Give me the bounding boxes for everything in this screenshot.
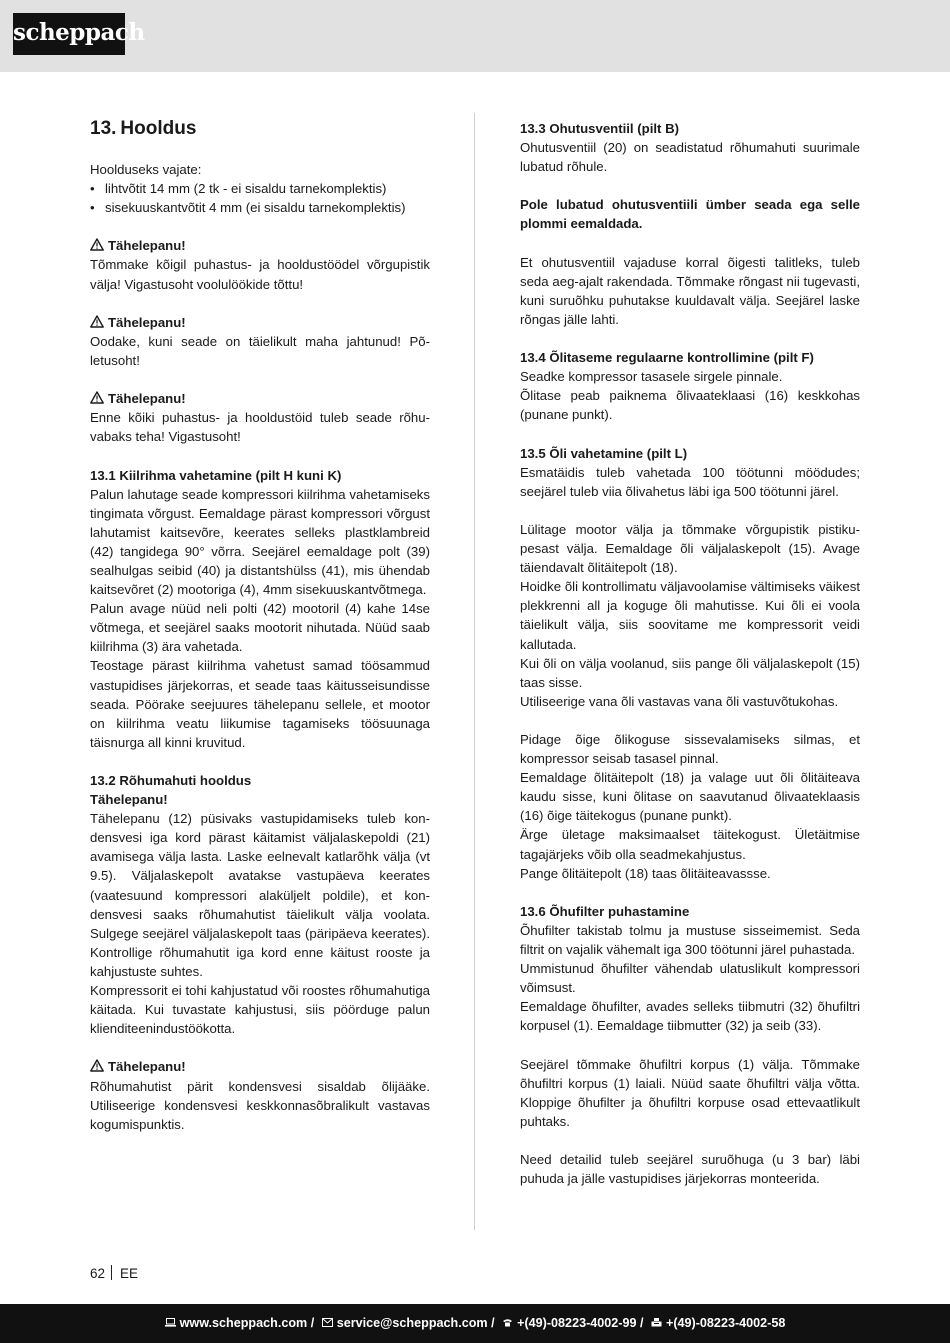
paragraph: Kompressorit ei tohi kahjustatud või roostes rõhumahutiga käitada. Kui tuvastate kahjustusi, siis pöörduge palun klienditeenindustöökotta.	[90, 983, 430, 1037]
paragraph: Ärge ületage maksimaalset täitekogust. Ületäitmise tagajärjeks võib olla seadmekahjustus.	[520, 827, 860, 862]
paragraph: Need detailid tuleb seejärel suruõhuga (u 3 bar) läbi puhuda ja jälle vastupidises järjekorras monteerida.	[520, 1152, 860, 1187]
paragraph: Et ohutusventiil vajaduse korral õigesti talitleks, tuleb seda aeg-ajalt rakendada. Tõmmake rõngast nii tugevasti, kuni suruõhku puhutakse kuuldavalt välja. Seejärel laske rõngas jälle lahti.	[520, 254, 860, 327]
paragraph: Esmatäidis tuleb vahetada 100 töötunni möödudes; seejärel tuleb viia õlivahetus läbi iga 500 töötunni järel.	[520, 464, 860, 499]
warning-text: Rõhumahutist pärit kondensvesi sisaldab õlijääke. Utiliseerige kondensvesi keskkonnasõbralikult vastavas kogumispunktis.	[90, 1078, 430, 1132]
subsection-title: 13.5 Õli vahetamine (pilt L)	[520, 445, 688, 461]
paragraph: Pidage õige õlikoguse sissevalamiseks silmas, et kompressor seisab tasasel pinnal.	[520, 732, 860, 767]
warning-text: Tõmmake kõigil puhastus- ja hooldustöödel võrgupistik välja! Vigastusoht voolulöökide tõttu!	[90, 257, 430, 292]
paragraph: Õhufilter takistab tolmu ja mustuse sisseimemist. Seda filtrit on vajalik vähemalt iga 300 töötunni järel puhastada.	[520, 922, 860, 958]
fax-icon	[651, 1318, 662, 1327]
left-column	[90, 118, 430, 1134]
list-item-text: lihtvõtit 14 mm (2 tk - ei sisaldu tarnekomplektis)	[105, 181, 387, 197]
brand-logo: scheppach	[13, 13, 125, 55]
subsection-title: 13.6 Õhufilter puhastamine	[520, 903, 690, 919]
paragraph: Teostage pärast kiilrihma vahetust samad töösammud vastupidises järjekorras, et seade taas käitusseisundisse seada. Pöörake seejuures tähelepanu sellele, et mootor on kiilrihma veatu liikumise tagamiseks töösuunaga täisnurga all kinni kruvitud.	[90, 658, 430, 750]
section-number: 13.	[90, 118, 117, 139]
mail-icon	[322, 1318, 333, 1327]
section-title	[90, 118, 430, 140]
subsection-title: 13.2 Rõhumahuti hooldus	[90, 773, 252, 788]
right-column	[520, 119, 860, 1188]
tools-list	[90, 179, 430, 217]
paragraph: Ummistunud õhufilter vähendab ulatuslikult kompressori võimsust.	[520, 961, 860, 996]
bold-notice: Pole lubatud ohutusventiili ümber seada ega selle plommi eemaldada.	[520, 197, 860, 232]
paragraph: Seejärel tõmmake õhufiltri korpus (1) välja. Tõmmake õhufiltri korpus (1) laiali. Nüüd saate õhufiltri välja võtta. Kloppige õhufilter ja õhufiltri korpuse osad ettevaatlikult puhtaks.	[520, 1056, 860, 1129]
computer-icon	[165, 1318, 176, 1327]
paragraph: Palun avage nüüd neli polti (42) mootoril (4) kahe 14se võtmega, et seejärel saaks mootorit nihutada. Nüüd saab kiilrihma (3) ära vahetada.	[90, 601, 430, 655]
subsection-title: 13.1 Kiilrihma vahetamine (pilt H kuni K)	[90, 467, 342, 483]
page-separator	[111, 1265, 112, 1280]
bullet: •	[90, 181, 95, 197]
page-header	[0, 0, 950, 72]
warning-heading	[90, 1057, 430, 1076]
paragraph: Ohutusventiil (20) on seadistatud rõhumahuti suurimale lubatud rõhule.	[520, 140, 860, 175]
warning-triangle-icon	[90, 1059, 104, 1072]
paragraph: Seadke kompressor tasasele sirgele pinnale.	[520, 369, 783, 385]
warning-title: Tähelepanu!	[108, 1059, 186, 1075]
phone-icon	[502, 1318, 513, 1327]
paragraph: Eemaldage õlitäitepolt (18) ja valage uut õli õlitäiteava kaudu sisse, kuni õlitase on saavutanud õlivaateklaasis (16) õige täitekogus (punane punkt).	[520, 770, 860, 824]
warning-title: Tähelepanu!	[90, 792, 168, 808]
footer-web[interactable]: www.scheppach.com /	[179, 1316, 315, 1330]
warning-text: Oodake, kuni seade on täielikult maha jahtunud! Põletusoht!	[90, 333, 430, 368]
page-number: 62	[90, 1266, 106, 1281]
footer-fax: +(49)-08223-4002-58	[665, 1316, 786, 1330]
footer-phone: +(49)-08223-4002-99 /	[517, 1316, 644, 1330]
list-item	[90, 179, 430, 198]
warning-title: Tähelepanu!	[108, 238, 186, 254]
bullet: •	[90, 200, 95, 216]
paragraph: Eemaldage õhufilter, avades selleks tiibmutri (32) õhufiltri korpusel (1). Eemaldage tiibmutter (32) ja seib (33).	[520, 999, 860, 1034]
paragraph: Utiliseerige vana õli vastavas vana õli vastuvõtukohas.	[520, 693, 839, 709]
paragraph: Hoidke õli kontrollimatu väljavoolamise vältimiseks väikest plekkrenni all ja koguge õli mahutisse. Kui õli ei voola täielikult välja, siis soovitame me kompressorit veidi kallutada.	[520, 579, 860, 652]
page-number-area	[90, 1265, 138, 1283]
intro-text: Hoolduseks vajate:	[90, 162, 202, 177]
paragraph: Palun lahutage seade kompressori kiilrihma vahetamiseks tingimata võrgust. Eemaldage pärast kompressori võrgust lahutamist kaitsevõre, keerates selleks plastklambreid (42) tangidega 90° võrra. Seejärel eemaldage polt (39) sealhulgas seibid (40) ja distantshülss (41), mis ühendab kaitsevõret (2) mootoriga (4), 4mm sisekuuskantvõtmega.	[90, 486, 430, 598]
paragraph: Pange õlitäitepolt (18) taas õlitäiteavassse.	[520, 865, 771, 881]
column-divider	[474, 113, 475, 1230]
warning-heading	[90, 236, 430, 255]
warning-title: Tähelepanu!	[108, 391, 186, 407]
list-item	[90, 198, 430, 217]
paragraph: Kui õli on välja voolanud, siis pange õli väljalaskepolt (15) taas sisse.	[520, 655, 860, 690]
warning-text: Enne kõiki puhastus- ja hooldustöid tuleb seade rõhuvabaks teha! Vigastusoht!	[90, 410, 430, 445]
paragraph: Õlitase peab paiknema õlivaateklaasi (16) keskkohas (punane punkt).	[520, 388, 860, 423]
warning-heading	[90, 313, 430, 332]
section-title-text: Hooldus	[120, 118, 197, 139]
paragraph: Lülitage mootor välja ja tõmmake võrgupistik pistikupesast välja. Eemaldage õli väljalaskepolt (15). Avage täiendavalt õlitäitepolt (18).	[520, 521, 860, 576]
warning-triangle-icon	[90, 391, 104, 404]
language-code: EE	[120, 1266, 139, 1281]
contact-footer	[0, 1304, 950, 1343]
warning-title: Tähelepanu!	[108, 314, 186, 330]
list-item-text: sisekuuskantvõtit 4 mm (ei sisaldu tarnekomplektis)	[105, 200, 406, 216]
warning-triangle-icon	[90, 238, 104, 251]
warning-heading	[90, 389, 430, 408]
paragraph: Tähelepanu (12) püsivaks vastupidamiseks tuleb kondensvesi iga kord pärast käitamist väljalaskepoldi (21) avamisega välja lasta. Laske eelnevalt katlarõhk välja (vt 9.5). Väljalaskepolt avatakse vastupäeva keerates (vaatesuund kompressori alaküljelt poldile), et kondensvesi saaks rõhumahutist täielikult välja voolata. Sulgege seejärel väljalaskepolt taas (päripäeva keerates). Kontrollige rõhumahutit iga kord enne käitust rooste ja kahjustuste suhtes.	[90, 811, 430, 979]
subsection-title: 13.3 Ohutusventiil (pilt B)	[520, 121, 679, 136]
footer-mail[interactable]: service@scheppach.com /	[336, 1316, 495, 1330]
subsection-title: 13.4 Õlitaseme regulaarne kontrollimine (pilt F)	[520, 350, 814, 366]
warning-triangle-icon	[90, 315, 104, 328]
